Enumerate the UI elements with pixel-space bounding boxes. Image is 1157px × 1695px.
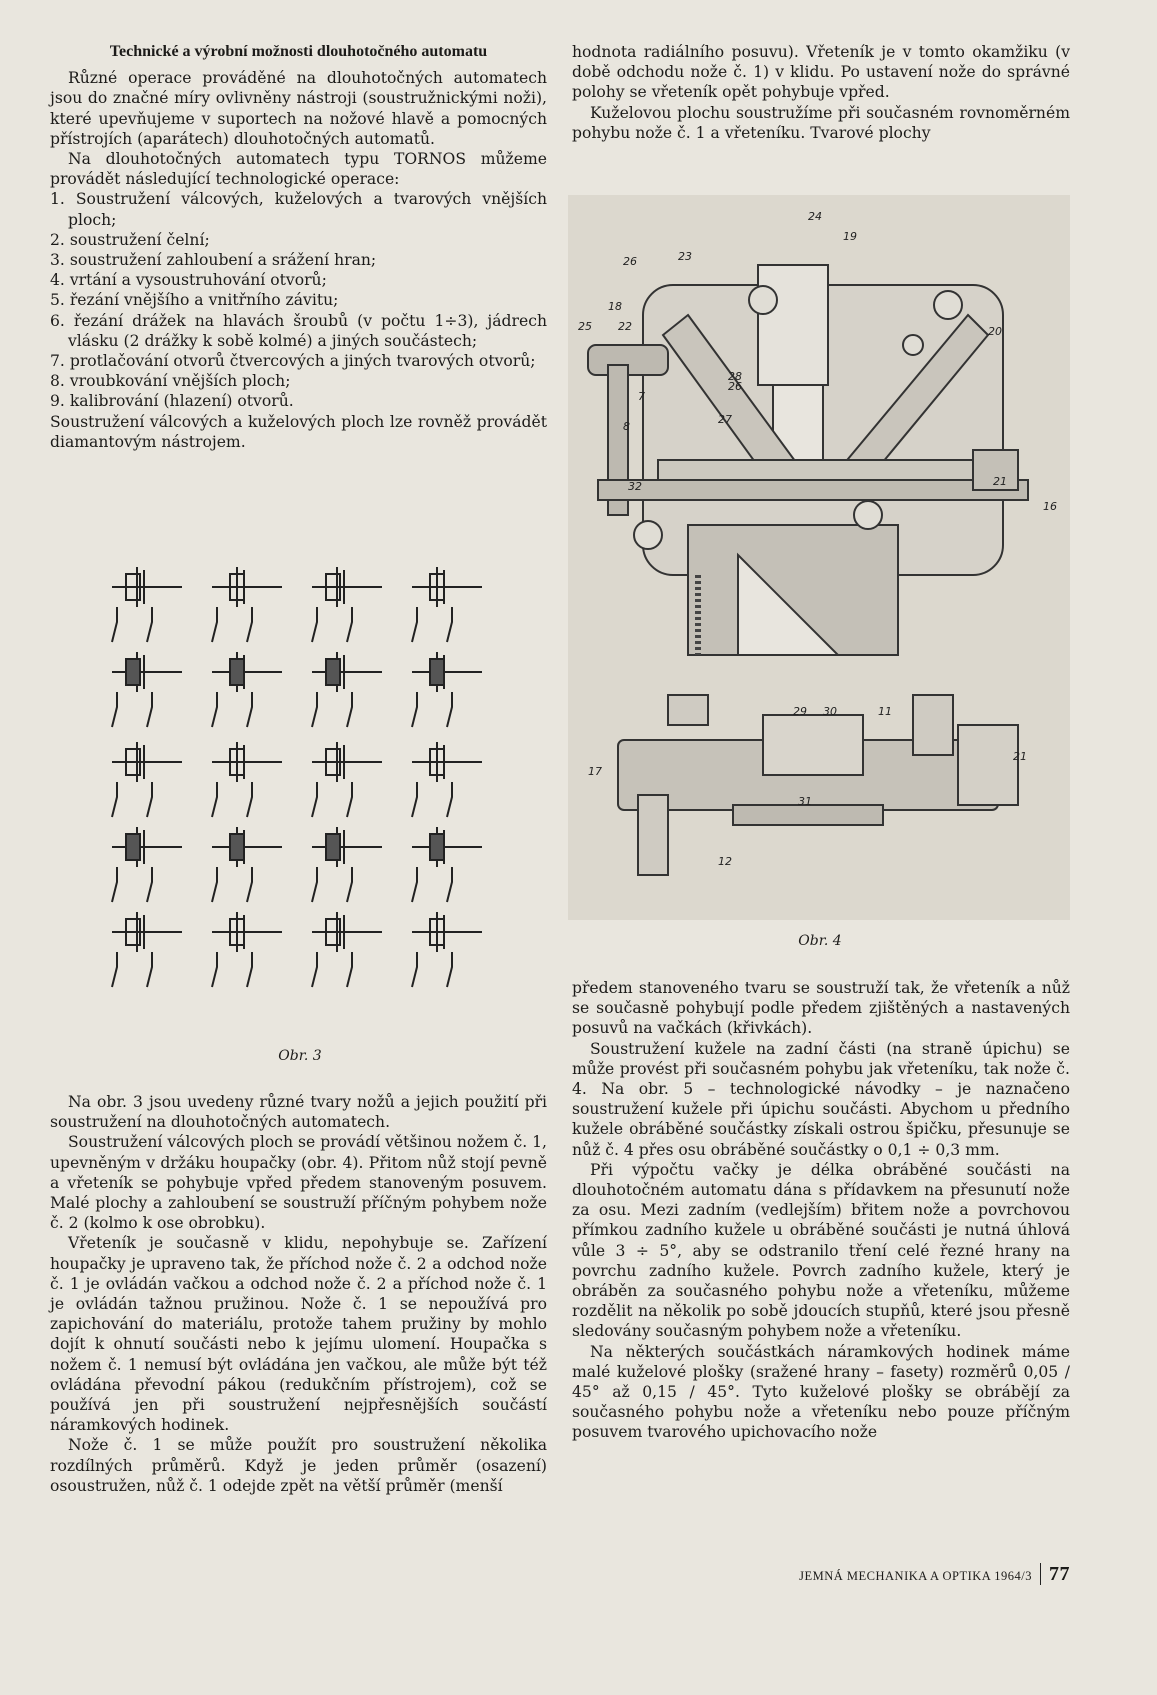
part-number-label: 17 — [588, 765, 602, 778]
tool-sketch — [212, 567, 282, 642]
part-number-label: 11 — [878, 705, 892, 718]
tool-sketch — [212, 912, 282, 987]
part-number-label: 16 — [1043, 500, 1057, 513]
paragraph: Při výpočtu vačky je délka obráběné součásti na dlouhotočném automatu dána s přídavkem na přesunutí nože za osu. Mezi zadním (vedlejším) břitem nože a povrchovou přímkou zadního kužele u obráběné součásti je nutná úhlová vůle 3 ÷ 5°, aby se odstranilo tření celé řezné hrany na povrchu zadního kužele. Povrch zadního kužele, který je obráběn za současného pohybu nože a vřeteníku, můžeme rozdělit na několik po sobě jdoucích stupňů, které jsou přesně sledovány současným pohybem nože a vřeteníku. — [572, 1160, 1070, 1341]
left-column-lower — [50, 1092, 547, 1496]
tool-sketch — [312, 567, 382, 642]
list-item: 2. soustružení čelní; — [50, 230, 210, 249]
page-number: 77 — [1040, 1563, 1070, 1585]
tool-sketch — [312, 652, 382, 727]
tool-sketch — [412, 652, 482, 727]
list-item: 5. řezání vnějšího a vnitřního závitu; — [50, 291, 339, 310]
tool-sketch — [112, 827, 182, 902]
part-number-label: 27 — [718, 413, 732, 426]
part-number-label: 30 — [823, 705, 837, 718]
part-number-label: 29 — [793, 705, 807, 718]
paragraph: Na obr. 3 jsou uvedeny různé tvary nožů a jejich použití při soustružení na dlouhotočných automatech. — [50, 1093, 547, 1132]
figure-4-caption: Obr. 4 — [798, 933, 842, 949]
paragraph: Na některých součástkách náramkových hodinek máme malé kuželové plošky (sražené hrany – fasety) rozměrů 0,05 / 45° až 0,15 / 45°. Tyto kuželové plošky se obrábějí za současného pohybu nože a vřeteníku nebo pouze příčným posuvem tvarového upichovacího nože — [572, 1342, 1070, 1442]
figure-3-caption: Obr. 3 — [278, 1048, 322, 1064]
page-footer — [750, 1563, 1070, 1586]
part-number-label: 26 — [728, 380, 742, 393]
part-number-label: 25 — [578, 320, 592, 333]
tool-sketch — [112, 652, 182, 727]
part-number-label: 12 — [718, 855, 732, 868]
part-number-label: 28 — [728, 370, 742, 383]
part-number-label: 22 — [618, 320, 632, 333]
right-column-lower — [572, 978, 1070, 1443]
paragraph: hodnota radiálního posuvu). Vřeteník je v tomto okamžiku (v době odchodu nože č. 1) v klidu. Po ustavení nože do správné polohy se vřeteník opět pohybuje vpřed. — [572, 43, 1070, 102]
right-column — [572, 42, 1070, 143]
part-number-label: 19 — [843, 230, 857, 243]
part-number-label: 21 — [993, 475, 1007, 488]
tool-sketch — [312, 742, 382, 817]
figure-4-machine-photo — [568, 195, 1070, 920]
part-number-label: 21 — [1013, 750, 1027, 763]
paragraph: Nože č. 1 se může použít pro soustružení několika rozdílných průměrů. Když je jeden průměr (osazení) osoustružen, nůž č. 1 odejde zpět na větší průměr (menší — [50, 1436, 547, 1495]
part-number-label: 24 — [808, 210, 822, 223]
tool-sketch — [412, 912, 482, 987]
part-number-label: 20 — [988, 325, 1002, 338]
tool-sketch — [412, 567, 482, 642]
part-number-label: 26 — [623, 255, 637, 268]
tool-sketch — [212, 827, 282, 902]
tool-sketch — [412, 742, 482, 817]
paragraph: předem stanoveného tvaru se soustruží tak, že vřeteník a nůž se současně pohybují podle předem zjištěných a nastavených posuvů na vačkách (křivkách). — [572, 979, 1070, 1038]
left-column — [50, 42, 547, 452]
part-number-label: 32 — [628, 480, 642, 493]
tool-sketch — [412, 827, 482, 902]
tool-sketch — [112, 567, 182, 642]
part-number-label: 8 — [623, 420, 630, 433]
part-number-label: 31 — [798, 795, 812, 808]
tool-sketch — [112, 742, 182, 817]
tool-sketch — [212, 652, 282, 727]
part-number-label: 7 — [638, 390, 645, 403]
part-number-label: 23 — [678, 250, 692, 263]
paragraph: Vřeteník je současně v klidu, nepohybuje se. Zařízení houpačky je upraveno tak, že příchod nože č. 2 a odchod nože č. 1 je ovládán vačkou a odchod nože č. 2 a příchod nože č. 1 je ovládán tažnou pružinou. Nože č. 1 se nepoužívá pro zapichování do materiálu, protože tahem pružiny by mohlo dojít k ohnutí součásti nebo k jejímu ulomení. Houpačka s nožem č. 1 nemusí být ovládána jen vačkou, ale může být též ovládána převodní pákou (redukčním přístrojem), což se používá jen při soustružení nejpřesnějších součástí náramkových hodinek. — [50, 1234, 547, 1435]
list-item: 8. vroubkování vnějších ploch; — [50, 372, 291, 391]
list-item: 3. soustružení zahloubení a srážení hran; — [50, 251, 377, 270]
paragraph: Soustružení kužele na zadní části (na straně úpichu) se může provést při současném pohybu jak vřeteníku, tak nože č. 4. Na obr. 5 – technologické návodky – je naznačeno soustružení kužele při úpichu součásti. Abychom u předního kužele obráběné součástky získali ostrou špičku, přesunuje se nůž č. 4 přes osu obráběné součástky o 0,1 ÷ 0,3 mm. — [572, 1039, 1070, 1159]
figure-3-tool-shapes — [92, 552, 512, 1012]
paragraph: Soustružení válcových a kuželových ploch lze rovněž provádět diamantovým nástrojem. — [50, 412, 547, 451]
paragraph: Různé operace prováděné na dlouhotočných automatech jsou do značné míry ovlivněny nástroji (soustružnickými noži), které upevňujeme v suportech na nožové hlavě a pomocných přístrojích (aparátech) dlouhotočných automatů. — [50, 69, 547, 148]
tool-sketch — [312, 827, 382, 902]
list-item: 1. Soustružení válcových, kuželových a tvarových vnějších ploch; — [50, 190, 547, 229]
part-number-label: 18 — [608, 300, 622, 313]
operations-list — [50, 189, 547, 411]
paragraph: Soustružení válcových ploch se provádí většinou nožem č. 1, upevněným v držáku houpačky (obr. 4). Přitom nůž stojí pevně a vřeteník se pohybuje vpřed předem stanoveným posuvem. Malé plochy a zahloubení se soustruží příčným pohybem nože č. 2 (kolmo k ose obrobku). — [50, 1133, 547, 1233]
article-title: Technické a výrobní možnosti dlouhotočného automatu — [109, 43, 488, 60]
list-item: 6. řezání drážek na hlavách šroubů (v počtu 1÷3), jádrech vlásku (2 drážky k sobě kolmé) a jiných součástech; — [50, 311, 547, 350]
list-item: 9. kalibrování (hlazení) otvorů. — [50, 392, 294, 411]
tool-sketch — [112, 912, 182, 987]
list-item: 4. vrtání a vysoustruhování otvorů; — [50, 271, 327, 290]
tool-sketch — [312, 912, 382, 987]
paragraph: Kuželovou plochu soustružíme při současném rovnoměrném pohybu nože č. 1 a vřeteníku. Tvarové plochy — [572, 103, 1070, 142]
journal-name: JEMNÁ MECHANIKA A OPTIKA 1964/3 — [799, 1569, 1032, 1583]
tool-sketch — [212, 742, 282, 817]
paragraph: Na dlouhotočných automatech typu TORNOS můžeme provádět následující technologické operace: — [50, 150, 547, 189]
list-item: 7. protlačování otvorů čtvercových a jiných tvarových otvorů; — [50, 352, 536, 371]
